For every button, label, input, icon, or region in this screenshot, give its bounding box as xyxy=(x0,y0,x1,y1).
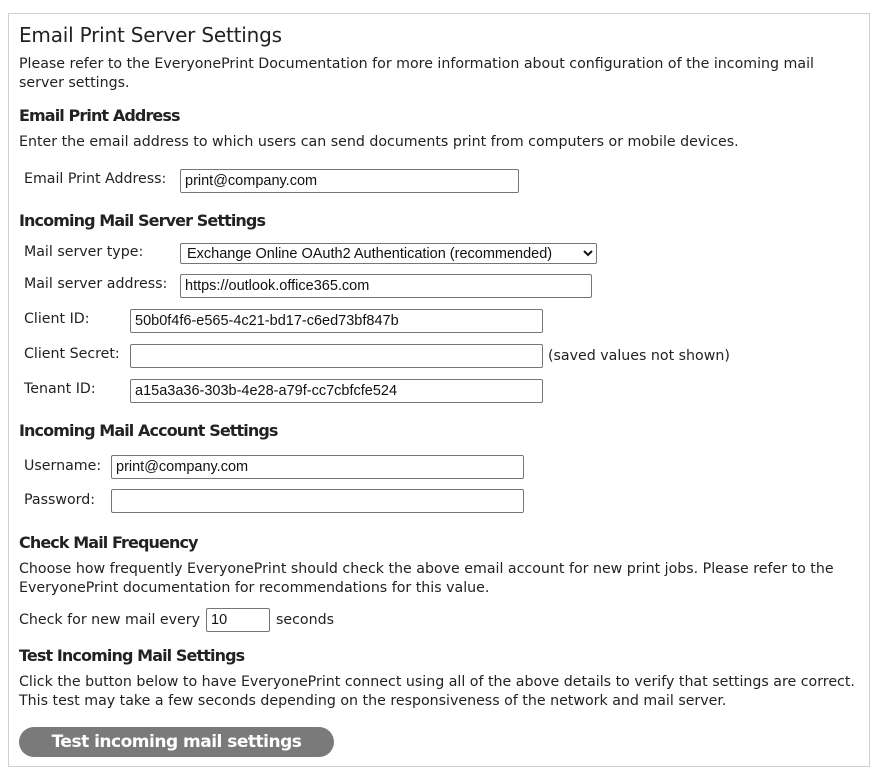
mail-server-type-label: Mail server type: xyxy=(24,244,144,260)
test-incoming-mail-button[interactable]: Test incoming mail settings xyxy=(19,727,334,757)
client-id-input[interactable] xyxy=(130,309,543,333)
frequency-input[interactable] xyxy=(206,608,270,632)
frequency-description: Choose how frequently EveryonePrint should check the above email account for new print jobs. Please refer to the EveryonePrint documentation for recommendations for this value. xyxy=(19,561,834,596)
username-input[interactable] xyxy=(111,455,524,479)
intro-text: Please refer to the EveryonePrint Documentation for more information about configuration of the incoming mail server settings. xyxy=(19,56,814,91)
account-heading: Incoming Mail Account Settings xyxy=(19,421,278,440)
mail-server-address-label: Mail server address: xyxy=(24,276,168,292)
email-print-address-input[interactable] xyxy=(180,169,519,193)
test-heading: Test Incoming Mail Settings xyxy=(19,646,245,665)
email-print-heading: Email Print Address xyxy=(19,106,180,125)
client-secret-input[interactable] xyxy=(130,344,543,368)
email-print-description: Enter the email address to which users can send documents print from computers or mobile devices. xyxy=(19,134,739,150)
tenant-id-input[interactable] xyxy=(130,379,543,403)
tenant-id-label: Tenant ID: xyxy=(24,381,96,397)
frequency-suffix: seconds xyxy=(276,612,334,628)
password-input[interactable] xyxy=(111,489,524,513)
username-label: Username: xyxy=(24,458,102,474)
client-id-label: Client ID: xyxy=(24,311,90,327)
incoming-server-heading: Incoming Mail Server Settings xyxy=(19,211,266,230)
page-title: Email Print Server Settings xyxy=(19,23,282,47)
client-secret-label: Client Secret: xyxy=(24,346,120,362)
client-secret-note: (saved values not shown) xyxy=(548,348,730,364)
mail-server-address-input[interactable] xyxy=(180,274,592,298)
mail-server-type-select[interactable] xyxy=(180,243,597,264)
password-label: Password: xyxy=(24,492,96,508)
frequency-prefix: Check for new mail every xyxy=(19,612,200,628)
test-description: Click the button below to have EveryonePrint connect using all of the above details to verify that settings are correct. This test may take a few seconds depending on the responsiveness of the network and mail server. xyxy=(19,674,855,709)
email-print-address-label: Email Print Address: xyxy=(24,171,167,187)
frequency-heading: Check Mail Frequency xyxy=(19,533,198,552)
